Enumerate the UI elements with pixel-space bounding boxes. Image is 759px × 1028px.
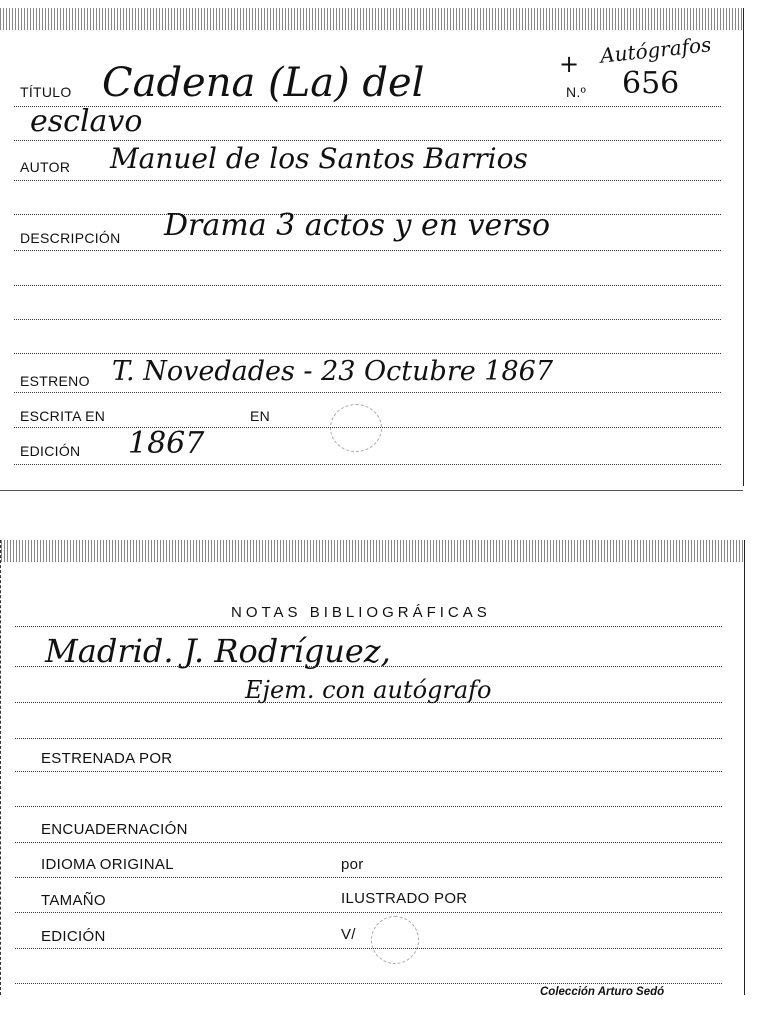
por-label: por bbox=[341, 856, 364, 873]
edicion-label-2: EDICIÓN bbox=[41, 928, 106, 945]
encuadernacion-label: ENCUADERNACIÓN bbox=[41, 821, 188, 838]
en-label: EN bbox=[250, 408, 271, 424]
card-top-edge bbox=[1, 540, 744, 562]
collection-credit: Colección Arturo Sedó bbox=[540, 986, 665, 998]
cross-mark: + bbox=[559, 50, 580, 78]
notes-line2: Ejem. con autógrafo bbox=[245, 676, 492, 704]
descripcion-label: DESCRIPCIÓN bbox=[20, 230, 121, 246]
notes-line1: Madrid. J. Rodríguez, bbox=[45, 632, 391, 670]
edicion-label: EDICIÓN bbox=[20, 443, 81, 459]
card-top-edge bbox=[0, 8, 743, 30]
edicion-value: 1867 bbox=[128, 426, 205, 461]
titulo-value-line1: Cadena (La) del bbox=[102, 60, 425, 106]
titulo-value-line2: esclavo bbox=[30, 104, 143, 139]
autor-value: Manuel de los Santos Barrios bbox=[110, 142, 528, 175]
escrita-label: ESCRITA EN bbox=[20, 408, 106, 424]
estreno-label: ESTRENO bbox=[20, 373, 90, 389]
v-label: V/ bbox=[341, 926, 356, 943]
tamano-label: TAMAÑO bbox=[41, 892, 106, 909]
corner-note: Autógrafos bbox=[599, 32, 713, 68]
ilustrado-label: ILUSTRADO POR bbox=[341, 890, 468, 907]
autor-label: AUTOR bbox=[20, 159, 71, 175]
notes-heading: NOTAS BIBLIOGRÁFICAS bbox=[231, 604, 491, 621]
stamp-mark bbox=[371, 916, 419, 964]
card-divider bbox=[0, 490, 743, 491]
titulo-label: TÍTULO bbox=[20, 84, 72, 100]
estreno-value: T. Novedades - 23 Octubre 1867 bbox=[112, 356, 554, 387]
descripcion-value: Drama 3 actos y en verso bbox=[164, 208, 551, 243]
idioma-label: IDIOMA ORIGINAL bbox=[41, 856, 174, 873]
catalog-card-front bbox=[0, 8, 744, 486]
catalog-number: 656 bbox=[622, 66, 680, 101]
stamp-mark bbox=[330, 404, 382, 452]
estrenada-label: ESTRENADA POR bbox=[41, 750, 173, 767]
catalog-card-back bbox=[0, 540, 745, 995]
number-label: N.º bbox=[566, 84, 587, 100]
